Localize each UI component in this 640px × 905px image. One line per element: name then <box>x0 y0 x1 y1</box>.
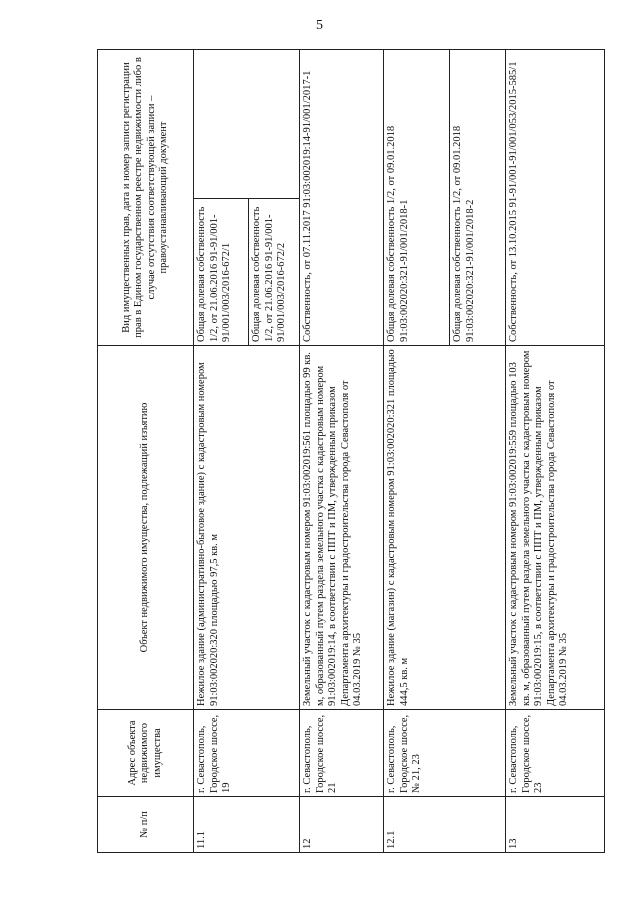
row-num: 12 <box>300 797 384 853</box>
row-address: г. Севастополь, Городское шоссе, 21 <box>300 710 384 797</box>
row-object: Нежилое здание (магазин) с кадастровым номером 91:03:002020:321 площадью 444,5 кв. м <box>384 346 506 710</box>
row-address: г. Севастополь, Городское шоссе, 19 <box>194 710 300 797</box>
row-rights: Собственность, от 07.11.2017 91:03:002019:14-91/001/2017-1 <box>300 50 384 346</box>
table-row <box>384 50 450 853</box>
page-number: 5 <box>316 18 323 33</box>
row-rights-empty <box>194 50 300 199</box>
table-row <box>194 50 249 853</box>
row-object: Земельный участок с кадастровым номером 91:03:002019:561 площадью 99 кв. м, образованный путем раздела земельного участка с кадастровым номером 91:03:002019:14, в соответствии с ППТ и ПМ, утвержденным приказом Департамента архитектуры и градостроительства города Севастополя от 04.03.2019 № 35 <box>300 346 384 710</box>
table-row <box>506 50 605 853</box>
row-rights: Общая долевая собственность 1/2, от 21.06.2016 91-91/001-91/001/003/2016-672/2 <box>249 199 300 346</box>
row-object: Земельный участок с кадастровым номером 91:03:002019:559 площадью 103 кв. м, образованный путем раздела земельного участка с кадастровым номером 91:03:002019:15, в соответствии с ППТ и ПМ, утвержденным приказом Департамента архитектуры и градостроительства города Севастополя от 04.03.2019 № 35 <box>506 346 605 710</box>
row-num: 11.1 <box>194 797 300 853</box>
header-address: Адрес объекта недвижимого имущества <box>98 710 194 797</box>
row-num: 12.1 <box>384 797 506 853</box>
table-row <box>300 50 384 853</box>
property-table <box>97 49 605 853</box>
header-num: № п/п <box>98 797 194 853</box>
row-rights: Собственность, от 13.10.2015 91-91/001-91/001/053/2015-585/1 <box>506 50 605 346</box>
row-rights: Общая долевая собственность 1/2, от 09.01.2018 91:03:002020:321-91/001/2018-1 <box>384 50 450 346</box>
row-rights: Общая долевая собственность 1/2, от 09.01.2018 91:03:002020:321-91/001/2018-2 <box>450 50 506 346</box>
property-table-rotated <box>97 50 604 853</box>
header-row <box>98 50 194 853</box>
row-address: г. Севастополь, Городское шоссе, 23 <box>506 710 605 797</box>
row-num: 13 <box>506 797 605 853</box>
header-object: Объект недвижимого имущества, подлежащий изъятию <box>98 346 194 710</box>
row-rights: Общая долевая собственность 1/2, от 21.06.2016 91-91/001-91/001/003/2016-672/1 <box>194 199 249 346</box>
row-address: г. Севастополь, Городское шоссе, № 21, 23 <box>384 710 506 797</box>
header-rights: Вид имущественных прав, дата и номер записи регистрации прав в Едином государственном реестре недвижимости либо в случае отсутствия соответствующей записи – правоустанавливающий документ <box>98 50 194 346</box>
row-object: Нежилое здание (административно-бытовое здание) с кадастровым номером 91:03:002020:320 площадью 97,5 кв. м <box>194 346 300 710</box>
